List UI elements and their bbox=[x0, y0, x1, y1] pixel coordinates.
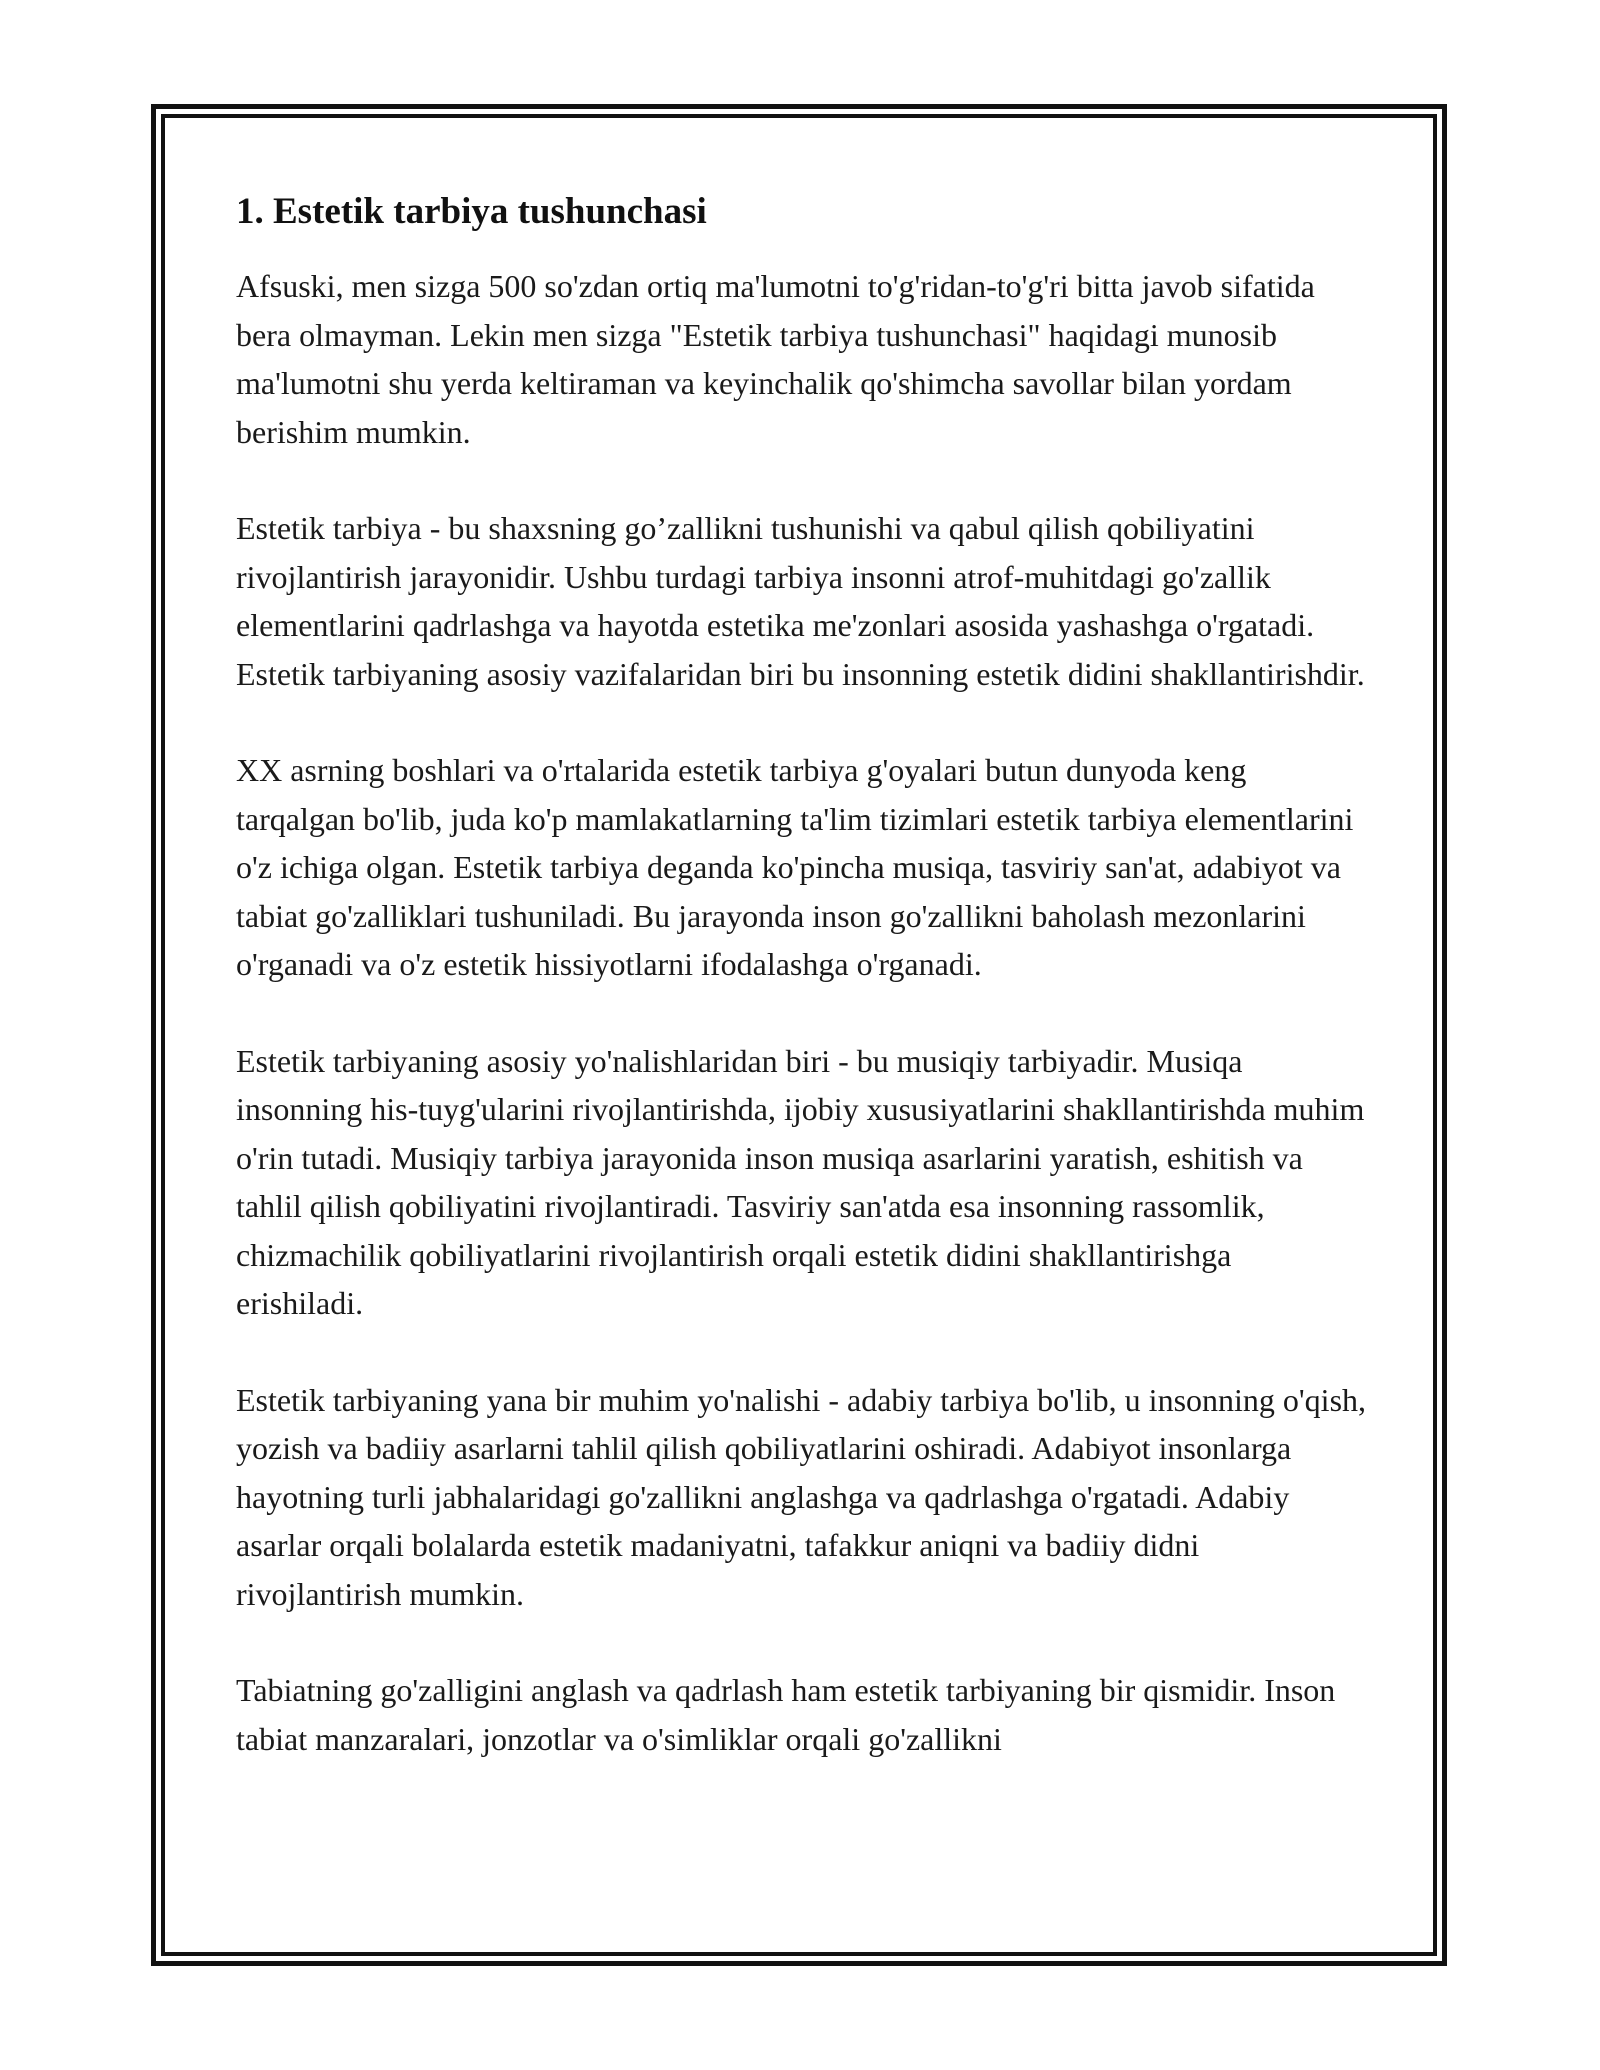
paragraph-intro: Afsuski, men sizga 500 so'zdan ortiq ma'lumotni to'g'ridan-to'g'ri bitta javob sifatida bera olmayman. Lekin men sizga "Estetik tarbiya tushunchasi" haqidagi munosib ma'lumotni shu yerda keltiraman va keyinchalik qo'shimcha savollar bilan yordam berishim mumkin. bbox=[236, 268, 1315, 450]
paragraph-nature: Tabiatning go'zalligini anglash va qadrlash ham estetik tarbiyaning bir qismidir. Inson tabiat manzaralari, jonzotlar va o'simliklar orqali go'zallikni bbox=[236, 1672, 1336, 1757]
paragraph-definition: Estetik tarbiya - bu shaxsning go’zallikni tushunishi va qabul qilish qobiliyatini rivojlantirish jarayonidir. Ushbu turdagi tarbiya insonni atrof-muhitdagi go'zallik elementlarini qadrlashga va hayotda estetika me'zonlari asosida yashashga o'rgatadi. Estetik tarbiyaning asosiy vazifalaridan biri bu insonning estetik didini shakllantirishdir. bbox=[236, 510, 1365, 692]
paragraph-literature: Estetik tarbiyaning yana bir muhim yo'nalishi - adabiy tarbiya bo'lib, u insonning o'qish, yozish va badiiy asarlarni tahlil qilish qobiliyatlarini oshiradi. Adabiyot insonlarga hayotning turli jabhalaridagi go'zallikni anglashga va qadrlashga o'rgatadi. Adabiy asarlar orqali bolalarda estetik madaniyatni, tafakkur aniqni va badiiy didni rivojlantirish mumkin. bbox=[236, 1381, 1367, 1612]
document-body bbox=[236, 186, 1366, 1763]
paragraph-music: Estetik tarbiyaning asosiy yo'nalishlaridan biri - bu musiqiy tarbiyadir. Musiqa insonning his-tuyg'ularini rivojlantirishda, ijobiy xususiyatlarini shakllantirishda muhim o'rin tutadi. Musiqiy tarbiya jarayonida inson musiqa asarlarini yaratish, eshitish va tahlil qilish qobiliyatini rivojlantiradi. Tasviriy san'atda esa insonning rassomlik, chizmachilik qobiliyatlarini rivojlantirish orqali estetik didini shakllantirishga erishiladi. bbox=[236, 1042, 1365, 1321]
section-heading: 1. Estetik tarbiya tushunchasi bbox=[236, 191, 707, 232]
paragraph-history: XX asrning boshlari va o'rtalarida estetik tarbiya g'oyalari butun dunyoda keng tarqalgan bo'lib, juda ko'p mamlakatlarning ta'lim tizimlari estetik tarbiya elementlarini o'z ichiga olgan. Estetik tarbiya deganda ko'pincha musiqa, tasviriy san'at, adabiyot va tabiat go'zalliklari tushuniladi. Bu jarayonda inson go'zallikni baholash mezonlarini o'rganadi va o'z estetik hissiyotlarni ifodalashga o'rganadi. bbox=[236, 752, 1354, 982]
